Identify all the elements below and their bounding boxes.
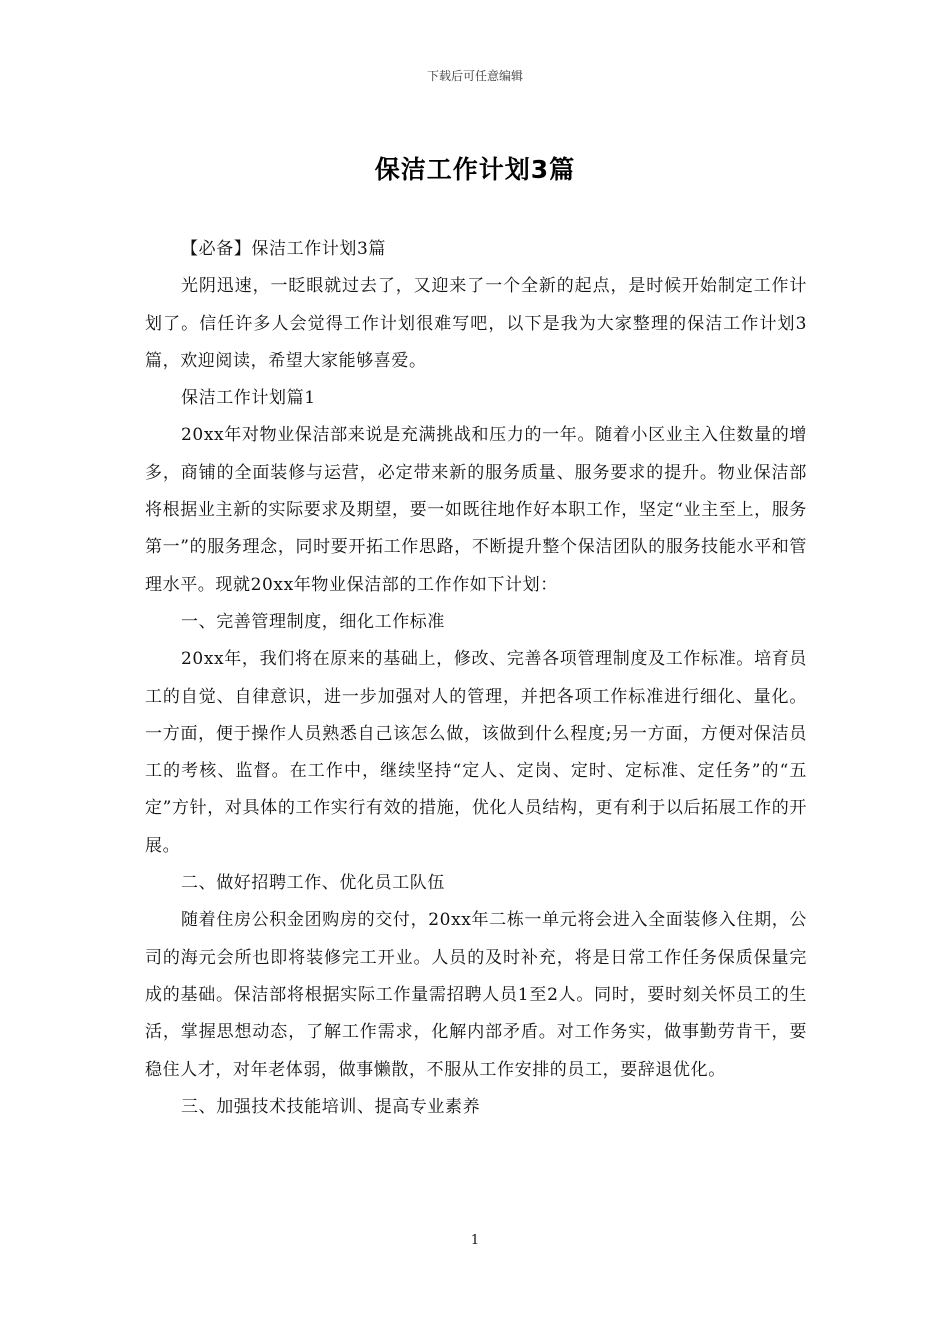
paragraph-recruitment: 随着住房公积金团购房的交付，20xx年二栋一单元将会进入全面装修入住期，公司的海元会所也即将装修完工开业。人员的及时补充，将是日常工作任务保质保量完成的基础。保洁部将根据实际工作量需招聘人员1至2人。同时，要时刻关怀员工的生活，掌握思想动态，了解工作需求，化解内部矛盾。对工作务实，做事勤劳肯干，要稳住人才，对年老体弱，做事懒散，不服从工作安排的员工，要辞退优化。 bbox=[145, 910, 807, 1080]
paragraph-plan-1-overview: 20xx年对物业保洁部来说是充满挑战和压力的一年。随着小区业主入住数量的增多，商铺的全面装修与运营，必定带来新的服务质量、服务要求的提升。物业保洁部将根据业主新的实际要求及期望，要一如既往地作好本职工作，坚定“业主至上，服务第一”的服务理念，同时要开拓工作思路，不断提升整个保洁团队的服务技能水平和管理水平。现就20xx年物业保洁部的工作作如下计划： bbox=[145, 425, 807, 595]
subheading-management: 一、完善管理制度，细化工作标准 bbox=[181, 611, 445, 632]
section-heading-plan-1: 保洁工作计划篇1 bbox=[181, 388, 316, 409]
document-title: 保洁工作计划3篇 bbox=[374, 155, 576, 184]
paragraph-intro: 光阴迅速，一眨眼就过去了，又迎来了一个全新的起点，是时候开始制定工作计划了。信任许多人会觉得工作计划很难写吧，以下是我为大家整理的保洁工作计划3篇，欢迎阅读，希望大家能够喜爱。 bbox=[145, 276, 807, 371]
header-note: 下载后可任意编辑 bbox=[426, 69, 523, 83]
subheading-training: 三、加强技术技能培训、提高专业素养 bbox=[181, 1096, 481, 1117]
paragraph-intro-heading: 【必备】保洁工作计划3篇 bbox=[181, 239, 387, 259]
subheading-recruitment: 二、做好招聘工作、优化员工队伍 bbox=[181, 873, 445, 894]
paragraph-management: 20xx年，我们将在原来的基础上，修改、完善各项管理制度及工作标准。培育员工的自觉、自律意识，进一步加强对人的管理，并把各项工作标准进行细化、量化。一方面，便于操作人员熟悉自己该怎么做，该做到什么程度;另一方面，方便对保洁员工的考核、监督。在工作中，继续坚持“定人、定岗、定时、定标准、定任务”的“五定”方针，对具体的工作实行有效的措施，优化人员结构，更有利于以后拓展工作的开展。 bbox=[145, 649, 807, 856]
page-number: 1 bbox=[470, 1233, 480, 1248]
document-body bbox=[145, 231, 807, 1126]
